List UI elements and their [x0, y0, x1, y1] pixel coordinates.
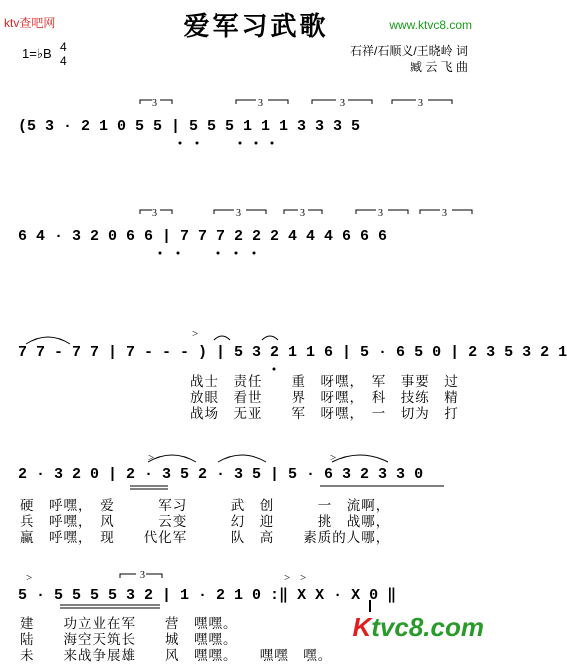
lyric-line: 建 功立业在军 营 嘿嘿。: [20, 616, 238, 632]
accent-mark: >: [192, 328, 199, 340]
accent-mark: >: [26, 572, 33, 584]
lyric-line: 陆 海空天筑长 城 嘿嘿。: [20, 632, 238, 648]
song-title: 爱军习武歌: [183, 12, 329, 42]
site-url: www.ktvc8.com: [389, 18, 472, 32]
time-signature: [60, 40, 67, 68]
composer-credit: 臧 云 飞 曲: [409, 60, 468, 74]
triplet-mark: 3: [442, 208, 447, 219]
lyric-line: 未 来战争展雄 风 嘿嘿。 嘿嘿 嘿。: [20, 648, 333, 664]
accent-mark: >: [148, 452, 155, 464]
lyric-line: 战场 无亚 军 呀嘿， 一 切为 打: [190, 406, 459, 422]
score-row-3: 7 7 - 7 7 | 7 - - - ) | 5 3 2 1 1 6 | 5 · 6 5 0 | 2 3 5 3 2 1: [18, 344, 567, 361]
score-row-1: (5 3 · 2 1 0 5 5 | 5 5 5 1 1 1 3 3 3 5: [18, 118, 361, 135]
lyric-line: 兵 呼嘿， 风 云变 幻 迎 挑 战哪，: [20, 514, 391, 530]
lyric-line: 战士 责任 重 呀嘿， 军 事要 过: [190, 374, 459, 390]
score-row-5: 5 · 5 5 5 5 3 2 | 1 · 2 1 0 :‖ X X · X 0 ‖: [18, 587, 397, 604]
lyric-line: 硬 呼嘿， 爱 军习 武 创 一 流啊，: [20, 498, 391, 514]
score-row-4: 2 · 3 2 0 | 2 · 3 5 2 · 3 5 | 5 · 6 3 2 3 3 0: [18, 466, 424, 483]
triplet-mark: 3: [152, 98, 157, 109]
accent-mark: >: [330, 452, 337, 464]
triplet-mark: 3: [140, 570, 145, 581]
accent-mark: >: [300, 572, 307, 584]
score-row-2: 6 4 · 3 2 0 6 6 | 7 7 7 2 2 2 4 4 4 6 6 6: [18, 228, 388, 245]
triplet-mark: 3: [236, 208, 241, 219]
triplet-mark: 3: [258, 98, 263, 109]
lyricist-credit: 石祥/石顺义/王晓岭 词: [349, 44, 468, 58]
meter-bottom: 4: [60, 54, 67, 68]
key-signature: 1=♭B: [22, 46, 52, 61]
triplet-mark: 3: [300, 208, 305, 219]
meter-top: 4: [60, 40, 67, 54]
lyric-line: 赢 呼嘿， 现 代化军 队 高 素质的人哪，: [20, 530, 391, 546]
triplet-mark: 3: [418, 98, 423, 109]
triplet-mark: 3: [378, 208, 383, 219]
triplet-mark: 3: [152, 208, 157, 219]
site-logo-watermark: Ktvc8.com: [352, 612, 484, 642]
lyric-line: 放眼 看世 界 呀嘿， 科 技练 精: [190, 390, 459, 406]
accent-mark: >: [284, 572, 291, 584]
triplet-mark: 3: [340, 98, 345, 109]
site-label-left: ktv查吧网: [4, 16, 56, 30]
